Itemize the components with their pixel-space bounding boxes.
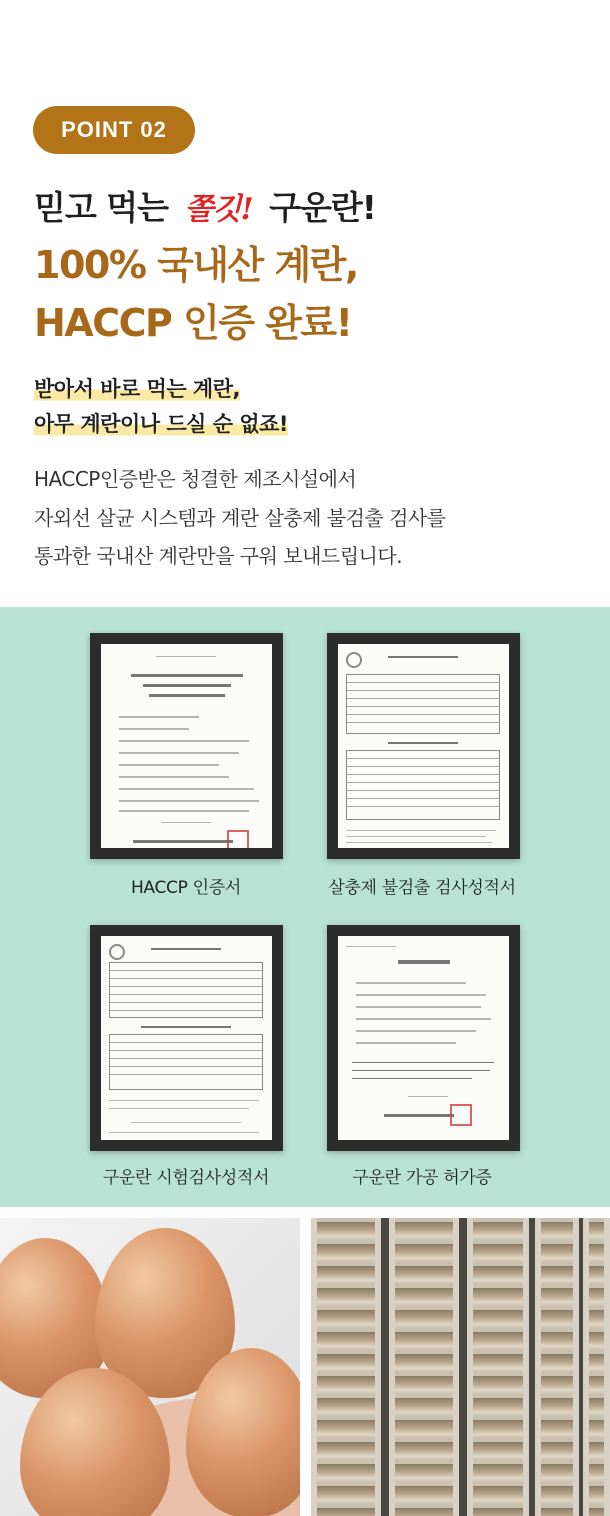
intro-section (0, 0, 610, 607)
certificate-caption: 구운란 가공 허가증 (352, 1168, 492, 1188)
certificate-caption: 구운란 시험검사성적서 (102, 1168, 270, 1188)
red-stamp-icon (450, 1104, 472, 1126)
certificate-paper (101, 644, 272, 848)
pesticide-report-image (327, 633, 520, 859)
certificate-caption: 살충제 불검출 검사성적서 (328, 878, 516, 898)
body-text-line-3: 통과한 국내산 계란만을 구워 보내드립니다. (34, 544, 403, 568)
certificate-paper (338, 936, 509, 1140)
certificate-caption: HACCP 인증서 (130, 878, 242, 898)
rack-column (311, 1218, 381, 1516)
certificates-section (0, 607, 610, 1207)
headline-pre: 믿고 먹는 (34, 188, 169, 227)
photos-section (0, 1207, 610, 1516)
egg-roasting-racks-photo (311, 1218, 610, 1516)
highlight-line-1: 받아서 바로 먹는 계란, (34, 373, 240, 403)
rack-column (583, 1218, 610, 1516)
headline-accent: 쫄깃! (184, 192, 253, 227)
haccp-certificate-image (90, 633, 283, 859)
certificate-paper (101, 936, 272, 1140)
point-badge: POINT 02 (33, 106, 195, 154)
rack-column (389, 1218, 459, 1516)
seal-icon (109, 944, 125, 960)
rack-column (467, 1218, 529, 1516)
seal-icon (346, 652, 362, 668)
red-stamp-icon (227, 830, 249, 848)
egg-test-report-image (90, 925, 283, 1151)
rack-column (535, 1218, 579, 1516)
eggs-in-hand-photo (0, 1218, 300, 1516)
body-text-line-2: 자외선 살균 시스템과 계란 살충제 불검출 검사를 (34, 506, 446, 530)
headline-post: 구운란! (269, 188, 376, 227)
headline-line-3: HACCP 인증 완료! (34, 301, 352, 345)
headline-line-1 (34, 182, 376, 229)
body-text-line-1: HACCP인증받은 청결한 제조시설에서 (34, 467, 357, 491)
highlight-line-2: 아무 계란이나 드실 순 없죠! (34, 408, 288, 438)
processing-permit-image (327, 925, 520, 1151)
headline-line-2: 100% 국내산 계란, (34, 243, 358, 287)
certificate-paper (338, 644, 509, 848)
